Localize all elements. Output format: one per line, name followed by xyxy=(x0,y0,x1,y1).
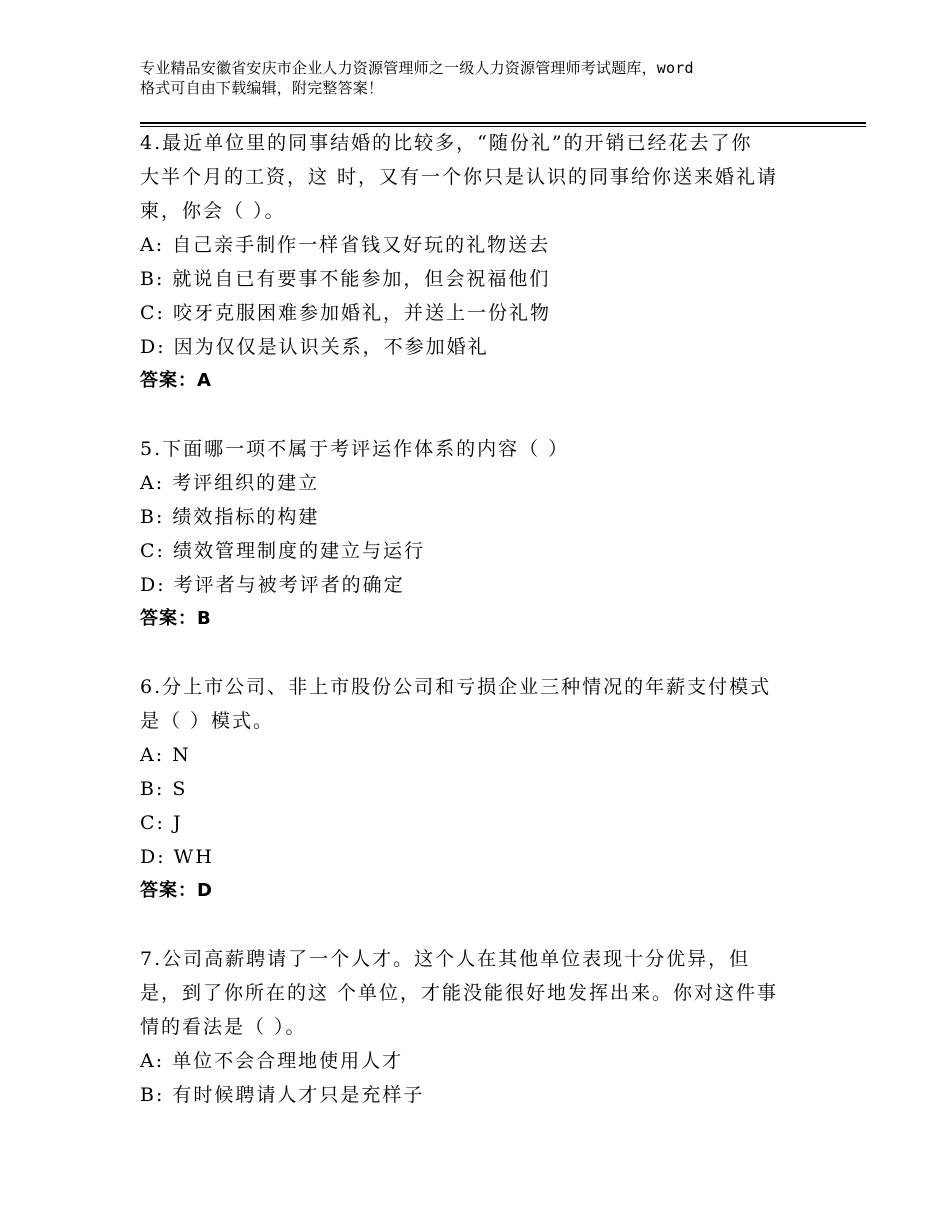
answer-label: 答案：D xyxy=(140,880,213,901)
answer-label: 答案：B xyxy=(140,608,212,629)
option-c: C: J xyxy=(140,812,183,834)
spacer xyxy=(140,908,820,942)
header-rule-thick xyxy=(140,122,866,124)
question-stem-line: 是（ ）模式。 xyxy=(140,710,275,732)
option-c: C: 咬牙克服困难参加婚礼，并送上一份礼物 xyxy=(140,302,551,324)
option-d: D: 考评者与被考评者的确定 xyxy=(140,574,405,596)
question-4 xyxy=(140,126,820,398)
question-7 xyxy=(140,942,820,1112)
option-d: D: 因为仅仅是认识关系，不参加婚礼 xyxy=(140,336,489,358)
header-line-2: 格式可自由下载编辑，附完整答案！ xyxy=(140,79,384,97)
option-d: D: WH xyxy=(140,846,214,868)
question-stem-line: 4.最近单位里的同事结婚的比较多，“随份礼”的开销已经花去了你 xyxy=(140,132,753,154)
question-5 xyxy=(140,432,820,636)
question-stem-line: 大半个月的工资，这 时，又有一个你只是认识的同事给你送来婚礼请 xyxy=(140,166,779,188)
answer-label: 答案：A xyxy=(140,370,212,391)
option-a: A: 单位不会合理地使用人才 xyxy=(140,1050,404,1072)
option-b: B: S xyxy=(140,778,188,800)
question-stem-line: 5.下面哪一项不属于考评运作体系的内容（ ） xyxy=(140,438,570,460)
option-a: A: 自己亲手制作一样省钱又好玩的礼物送去 xyxy=(140,234,551,256)
question-stem-line: 6.分上市公司、非上市股份公司和亏损企业三种情况的年薪支付模式 xyxy=(140,676,772,698)
spacer xyxy=(140,398,820,432)
option-b: B: 就说自已有要事不能参加，但会祝福他们 xyxy=(140,268,551,290)
header-line-1: 专业精品安徽省安庆市企业人力资源管理师之一级人力资源管理师考试题库，word xyxy=(140,59,694,77)
question-stem-line: 是，到了你所在的这 个单位，才能没能很好地发挥出来。你对这件事 xyxy=(140,982,779,1004)
question-stem-line: 柬，你会（ ）。 xyxy=(140,200,286,222)
question-list xyxy=(140,126,820,1112)
document-header xyxy=(140,58,830,98)
question-stem-line: 7.公司高薪聘请了一个人才。这个人在其他单位表现十分优异，但 xyxy=(140,948,751,970)
option-a: A: 考评组织的建立 xyxy=(140,472,320,494)
option-c: C: 绩效管理制度的建立与运行 xyxy=(140,540,425,562)
question-6 xyxy=(140,670,820,908)
option-b: B: 绩效指标的构建 xyxy=(140,506,320,528)
option-b: B: 有时候聘请人才只是充样子 xyxy=(140,1084,425,1106)
spacer xyxy=(140,636,820,670)
option-a: A: N xyxy=(140,744,191,766)
question-stem-line: 情的看法是（ ）。 xyxy=(140,1016,307,1038)
